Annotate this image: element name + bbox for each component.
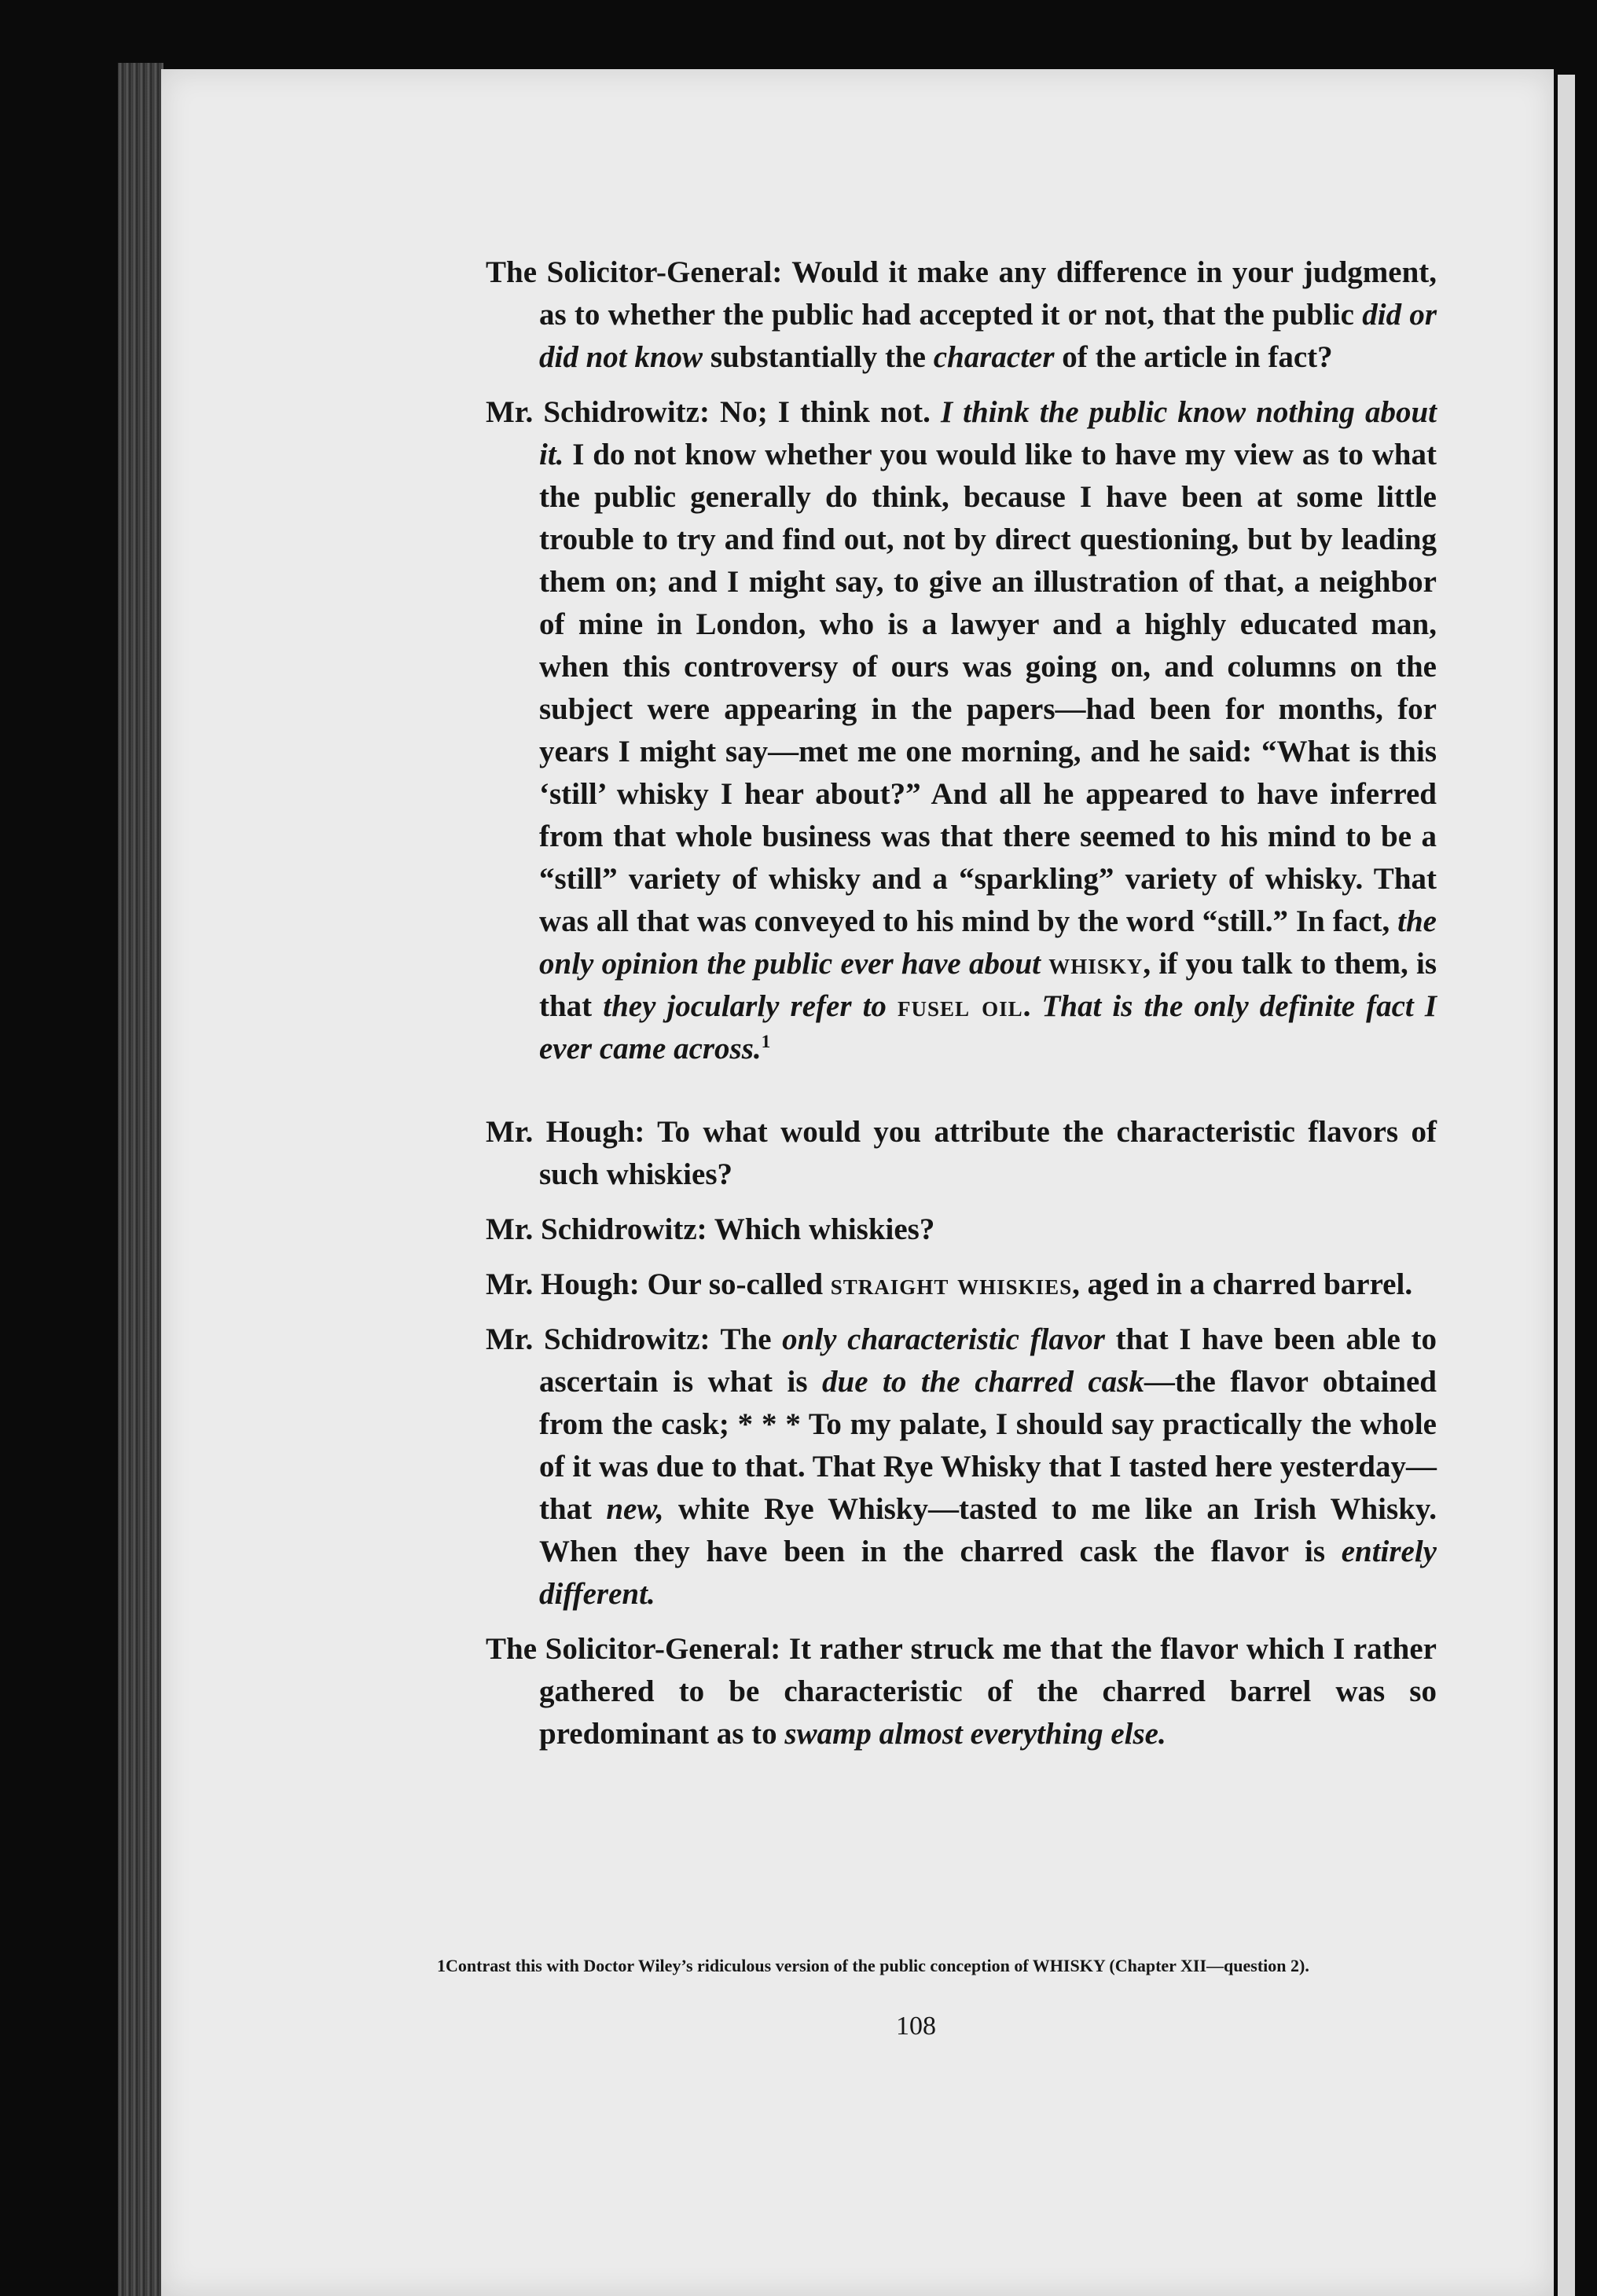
- footnote-marker: 1: [761, 1032, 771, 1052]
- transcript-paragraph: [486, 251, 1437, 379]
- body-text: To what would you attribute the characteristic flavors of such whiskies?: [539, 1115, 1437, 1191]
- body-text: Our so-called: [639, 1267, 831, 1301]
- body-text: Would it make any difference in your judgment, as to whether the public had accepted it or not, that the public: [539, 255, 1437, 332]
- book-binding-edge: [118, 63, 163, 2296]
- italic-text: only characteristic flavor: [782, 1322, 1105, 1356]
- transcript-paragraph: [486, 391, 1437, 1070]
- body-text: that I have been able to ascertain is what is: [539, 1322, 1437, 1399]
- transcript-paragraph: [486, 1111, 1437, 1196]
- small-caps-text: whisky: [1048, 947, 1144, 981]
- transcript-paragraph: [486, 1209, 1437, 1251]
- small-caps-text: fusel oil: [897, 989, 1023, 1023]
- italic-text: new,: [606, 1492, 664, 1526]
- small-caps-text: straight whiskies: [830, 1267, 1073, 1301]
- footnote: 1Contrast this with Doctor Wiley’s ridiculous version of the public conception of WHISKY (Chapter XII—question 2).: [437, 1956, 1309, 1975]
- body-text: of the article in fact?: [1054, 340, 1333, 374]
- page-right-edge: [1558, 75, 1575, 2296]
- italic-text: That is the only definite fact I ever came across.: [539, 989, 1437, 1065]
- body-text: Which whiskies?: [707, 1212, 935, 1246]
- body-text: , aged in a charred barrel.: [1072, 1267, 1413, 1301]
- body-text: , if you talk to them, is that: [539, 947, 1437, 1023]
- body-text: It rather struck me that the flavor which I rather gathered to be characteristic of the charred barrel was so predominant as to: [539, 1632, 1437, 1751]
- body-text: substantially the: [703, 340, 934, 374]
- speaker-label: Mr. Hough:: [486, 1115, 645, 1149]
- speaker-label: Mr. Schidrowitz:: [486, 395, 710, 429]
- italic-text: the only opinion the public ever have about: [539, 904, 1437, 981]
- body-text: white Rye Whisky—tasted to me like an Irish Whisky. When they have been in the charred cask the flavor is: [539, 1492, 1437, 1568]
- page-number: 108: [896, 2012, 936, 2041]
- body-text: No; I think not.: [709, 395, 941, 429]
- speaker-label: Mr. Schidrowitz:: [486, 1322, 710, 1356]
- body-text: [887, 989, 898, 1023]
- italic-text: due to the charred cask: [822, 1365, 1144, 1399]
- speaker-label: The Solicitor-General:: [486, 255, 783, 289]
- transcript-paragraph: [486, 1628, 1437, 1755]
- transcript-paragraph: [486, 1264, 1437, 1306]
- italic-text: character: [933, 340, 1055, 374]
- italic-text: did or did not know: [539, 298, 1437, 374]
- body-text: [1041, 947, 1048, 981]
- body-text: —the flavor obtained from the cask; * * * To my palate, I should say practically the whole of it was due to that. That Rye Whisky that I tasted here yesterday—that: [539, 1365, 1437, 1526]
- transcript-paragraph: [486, 1319, 1437, 1616]
- body-text: .: [1022, 989, 1042, 1023]
- italic-text: I think the public know nothing about it.: [539, 395, 1437, 471]
- italic-text: they jocularly refer to: [603, 989, 887, 1023]
- italic-text: entirely different.: [539, 1535, 1437, 1611]
- italic-text: swamp almost everything else.: [784, 1717, 1166, 1751]
- speaker-label: Mr. Hough:: [486, 1267, 640, 1301]
- transcript-body: [486, 251, 1437, 1768]
- speaker-label: The Solicitor-General:: [486, 1632, 781, 1666]
- body-text: The: [710, 1322, 783, 1356]
- speaker-label: Mr. Schidrowitz:: [486, 1212, 707, 1246]
- body-text: I do not know whether you would like to have my view as to what the public generally do think, because I have been at some little trouble to try and find out, not by direct questioning, but by leading them on; and I might say, to give an illustration of that, a neighbor of mine in London, who is a lawyer and a highly educated man, when this controversy of ours was going on, and columns on the subject were appearing in the papers—had been for months, for years I might say—met me one morning, and he said: “What is this ‘still’ whisky I hear about?” And all he appeared to have inferred from that whole business was that there seemed to his mind to be a “still” variety of whisky and a “sparkling” variety of whisky. That was all that was conveyed to his mind by the word “still.” In fact,: [539, 438, 1437, 938]
